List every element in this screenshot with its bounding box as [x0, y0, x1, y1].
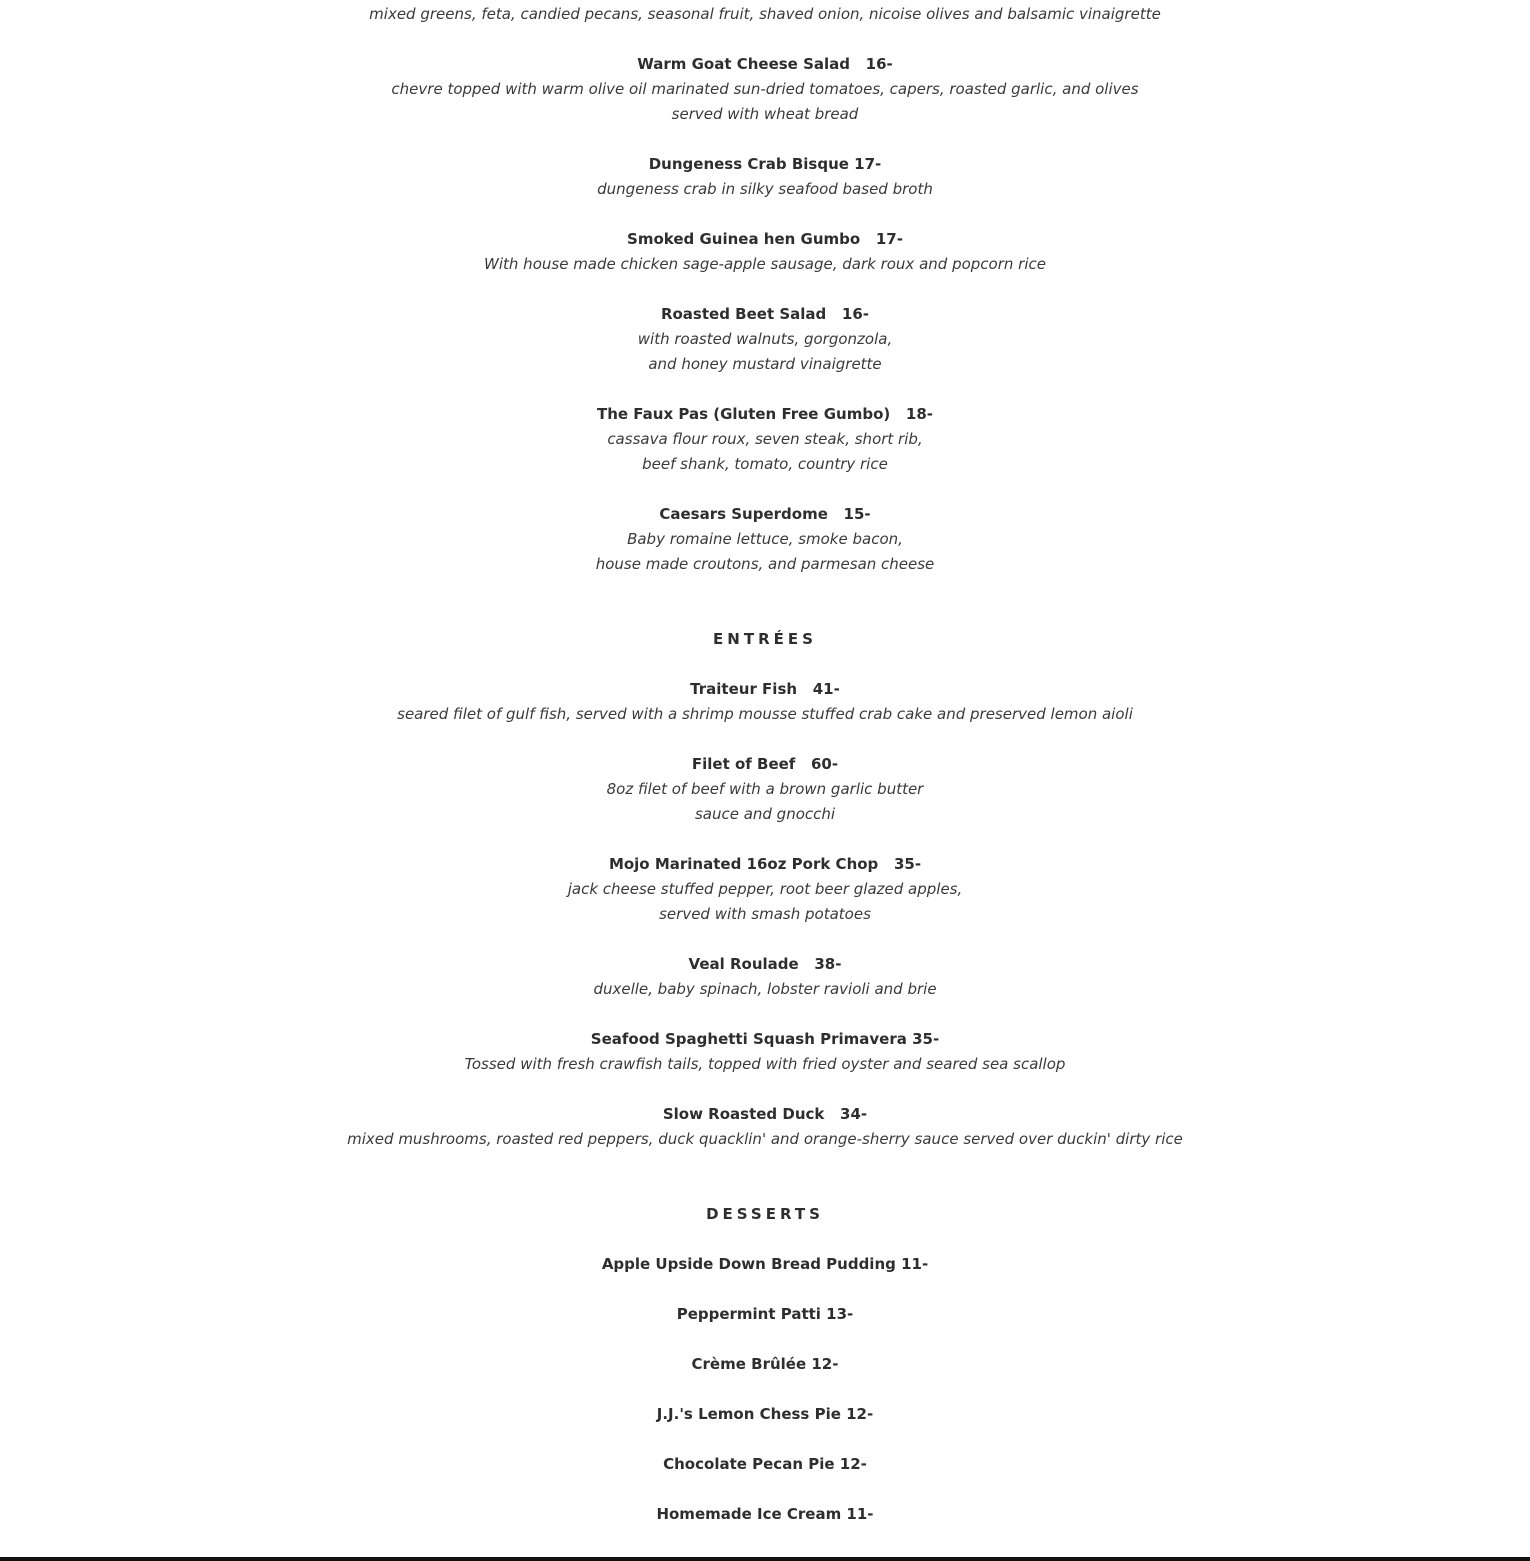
- menu-item-name: Slow Roasted Duck 34-: [662, 1105, 868, 1123]
- menu-item-name: Warm Goat Cheese Salad 16-: [637, 55, 893, 73]
- menu-item-description: house made croutons, and parmesan cheese: [595, 555, 935, 573]
- menu-item-description: mixed mushrooms, roasted red peppers, duck quacklin' and orange-sherry sauce served over duckin' dirty rice: [347, 1130, 1183, 1148]
- menu-item-description: with roasted walnuts, gorgonzola,: [637, 330, 893, 348]
- dessert-item: J.J.'s Lemon Chess Pie 12-: [656, 1405, 874, 1423]
- dessert-item: Peppermint Patti 13-: [676, 1305, 854, 1323]
- menu-item-description: served with smash potatoes: [659, 905, 871, 923]
- salad-description: mixed greens, feta, candied pecans, seasonal fruit, shaved onion, nicoise olives and balsamic vinaigrette: [369, 5, 1161, 23]
- bottom-divider: [0, 1557, 1530, 1561]
- menu-item-name: Mojo Marinated 16oz Pork Chop 35-: [608, 855, 922, 873]
- menu-item-description: jack cheese stuffed pepper, root beer glazed apples,: [567, 880, 963, 898]
- menu-item-name: Veal Roulade 38-: [688, 955, 842, 973]
- menu-item-name: Caesars Superdome 15-: [659, 505, 871, 523]
- menu-item-name: Smoked Guinea hen Gumbo 17-: [627, 230, 903, 248]
- menu-item-description: cassava flour roux, seven steak, short rib,: [607, 430, 923, 448]
- menu-item-name: Filet of Beef 60-: [691, 755, 839, 773]
- section-heading-entrees: ENTRÉES: [713, 630, 817, 648]
- menu-item-description: sauce and gnocchi: [694, 805, 836, 823]
- menu-item-description: seared filet of gulf fish, served with a shrimp mousse stuffed crab cake and preserved lemon aioli: [397, 705, 1133, 723]
- menu-item-description: and honey mustard vinaigrette: [648, 355, 882, 373]
- menu-item-description: chevre topped with warm olive oil marinated sun-dried tomatoes, capers, roasted garlic, and olives: [391, 80, 1139, 98]
- dessert-item: Homemade Ice Cream 11-: [656, 1505, 874, 1523]
- dessert-item: Chocolate Pecan Pie 12-: [663, 1455, 867, 1473]
- menu-item-name: Dungeness Crab Bisque 17-: [648, 155, 882, 173]
- section-heading-desserts: DESSERTS: [706, 1205, 824, 1223]
- menu-item-description: duxelle, baby spinach, lobster ravioli and brie: [593, 980, 937, 998]
- menu-item-name: Traiteur Fish 41-: [690, 680, 840, 698]
- dessert-item: Crème Brûlée 12-: [691, 1355, 839, 1373]
- menu-item-description: 8oz filet of beef with a brown garlic butter: [606, 780, 924, 798]
- menu-item-description: beef shank, tomato, country rice: [642, 455, 888, 473]
- menu-item-name: The Faux Pas (Gluten Free Gumbo) 18-: [596, 405, 933, 423]
- menu-item-description: dungeness crab in silky seafood based broth: [597, 180, 933, 198]
- menu-item-description: served with wheat bread: [671, 105, 859, 123]
- menu-item-description: Tossed with fresh crawfish tails, topped with fried oyster and seared sea scallop: [464, 1055, 1066, 1073]
- menu-item-description: With house made chicken sage-apple sausage, dark roux and popcorn rice: [484, 255, 1046, 273]
- menu-item-description: Baby romaine lettuce, smoke bacon,: [627, 530, 903, 548]
- dessert-item: Apple Upside Down Bread Pudding 11-: [601, 1255, 929, 1273]
- menu-item-name: Seafood Spaghetti Squash Primavera 35-: [590, 1030, 940, 1048]
- menu-item-name: Roasted Beet Salad 16-: [660, 305, 870, 323]
